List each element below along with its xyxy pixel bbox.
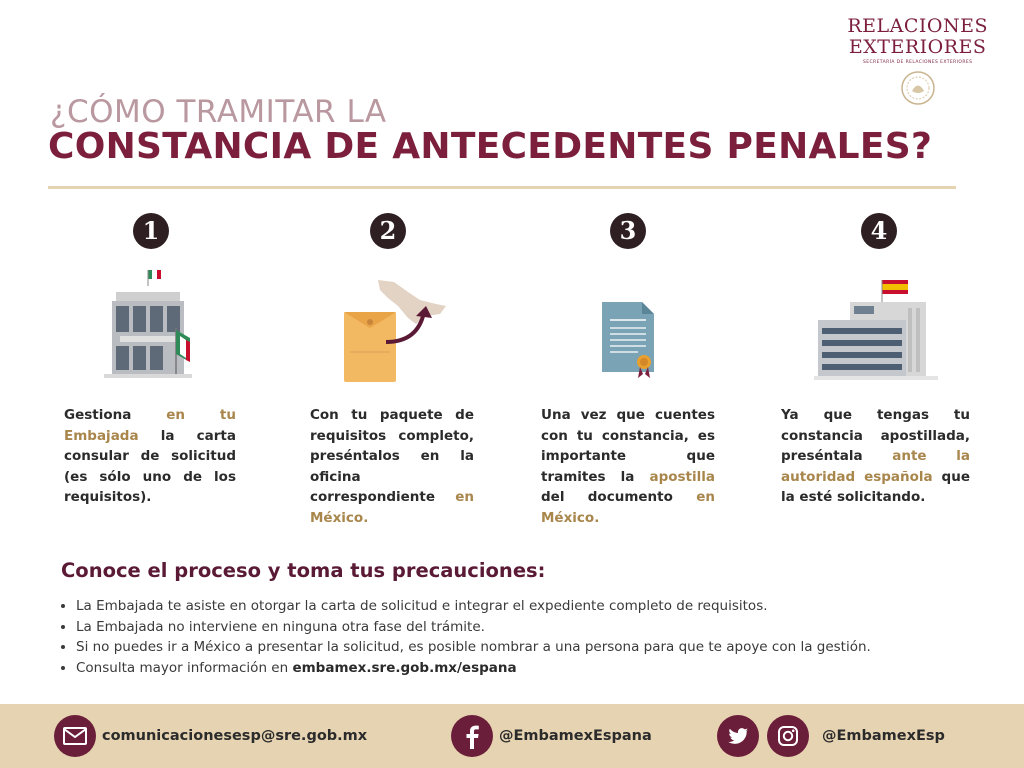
social-handle[interactable]: @EmbamexEsp (822, 728, 945, 744)
step-3-text-part-2: del documento (541, 489, 697, 505)
step-4-text-part: Ya que tengas tu constancia apostillada, preséntala (781, 407, 970, 464)
logo-line-1: RELACIONES (847, 15, 988, 37)
list-item (76, 658, 871, 679)
step-3-text (541, 405, 715, 528)
step-1-text-part-2: la carta consular de solicitud (es sólo uno de los requisitos). (64, 427, 236, 505)
section-heading: Conoce el proceso y toma tus precauciones: (61, 559, 546, 582)
step-3-highlight-2: en México. (541, 489, 715, 526)
email-icon[interactable] (54, 715, 96, 757)
step-1-number: 1 (133, 213, 169, 249)
title-divider (48, 186, 956, 189)
twitter-icon[interactable] (717, 715, 759, 757)
logo-subtitle: SECRETARÍA DE RELACIONES EXTERIORES (863, 60, 973, 65)
step-2-text (310, 405, 474, 528)
spanish-office-building-icon (814, 276, 938, 382)
step-2-highlight: en México. (310, 489, 474, 526)
apostilled-document-icon (596, 298, 660, 380)
step-2-text-part: Con tu paquete de requisitos completo, preséntalos en la oficina correspondiente (310, 407, 474, 505)
page-title-line-2: CONSTANCIA DE ANTECEDENTES PENALES? (48, 126, 933, 167)
instagram-icon[interactable] (767, 715, 809, 757)
contact-footer (0, 704, 1024, 768)
embassy-building-icon (98, 266, 198, 382)
list-item: • Si no puedes ir a México a presentar la solicitud, es posible nombrar a una persona para que te apoye con la gestión. (76, 637, 871, 658)
logo-line-2: EXTERIORES (848, 36, 987, 58)
step-4-text-part-2: que la esté solicitando. (781, 468, 970, 505)
step-1-text-part: Gestiona (64, 407, 167, 423)
step-3-highlight: apostilla (649, 468, 715, 485)
national-seal-icon (901, 71, 935, 105)
step-4-number: 4 (861, 213, 897, 249)
email-address[interactable]: comunicacionesesp@sre.gob.mx (102, 728, 368, 744)
info-link[interactable]: embamex.sre.gob.mx/espana (292, 659, 517, 676)
step-4-text (781, 405, 970, 508)
sre-logo (847, 16, 988, 109)
precautions-list (60, 596, 871, 678)
envelope-map-icon (336, 276, 456, 386)
page-title-line-1: ¿CÓMO TRAMITAR LA (50, 94, 387, 130)
step-1-text (64, 405, 236, 508)
facebook-handle[interactable]: @EmbamexEspana (499, 728, 652, 744)
facebook-icon[interactable] (451, 715, 493, 757)
list-item: • La Embajada no interviene en ninguna otra fase del trámite. (76, 617, 871, 638)
step-1-highlight: en tu Embajada (64, 407, 236, 444)
list-item: • La Embajada te asiste en otorgar la carta de solicitud e integrar el expediente completo de requisitos. (76, 596, 871, 617)
list-item-text: Consulta mayor información en (76, 659, 293, 676)
step-2-number: 2 (370, 213, 406, 249)
step-4-highlight: ante la autoridad española (781, 448, 970, 485)
step-3-number: 3 (610, 213, 646, 249)
step-3-text-part: Una vez que cuentes con tu constancia, es importante que tramites la (541, 407, 715, 485)
